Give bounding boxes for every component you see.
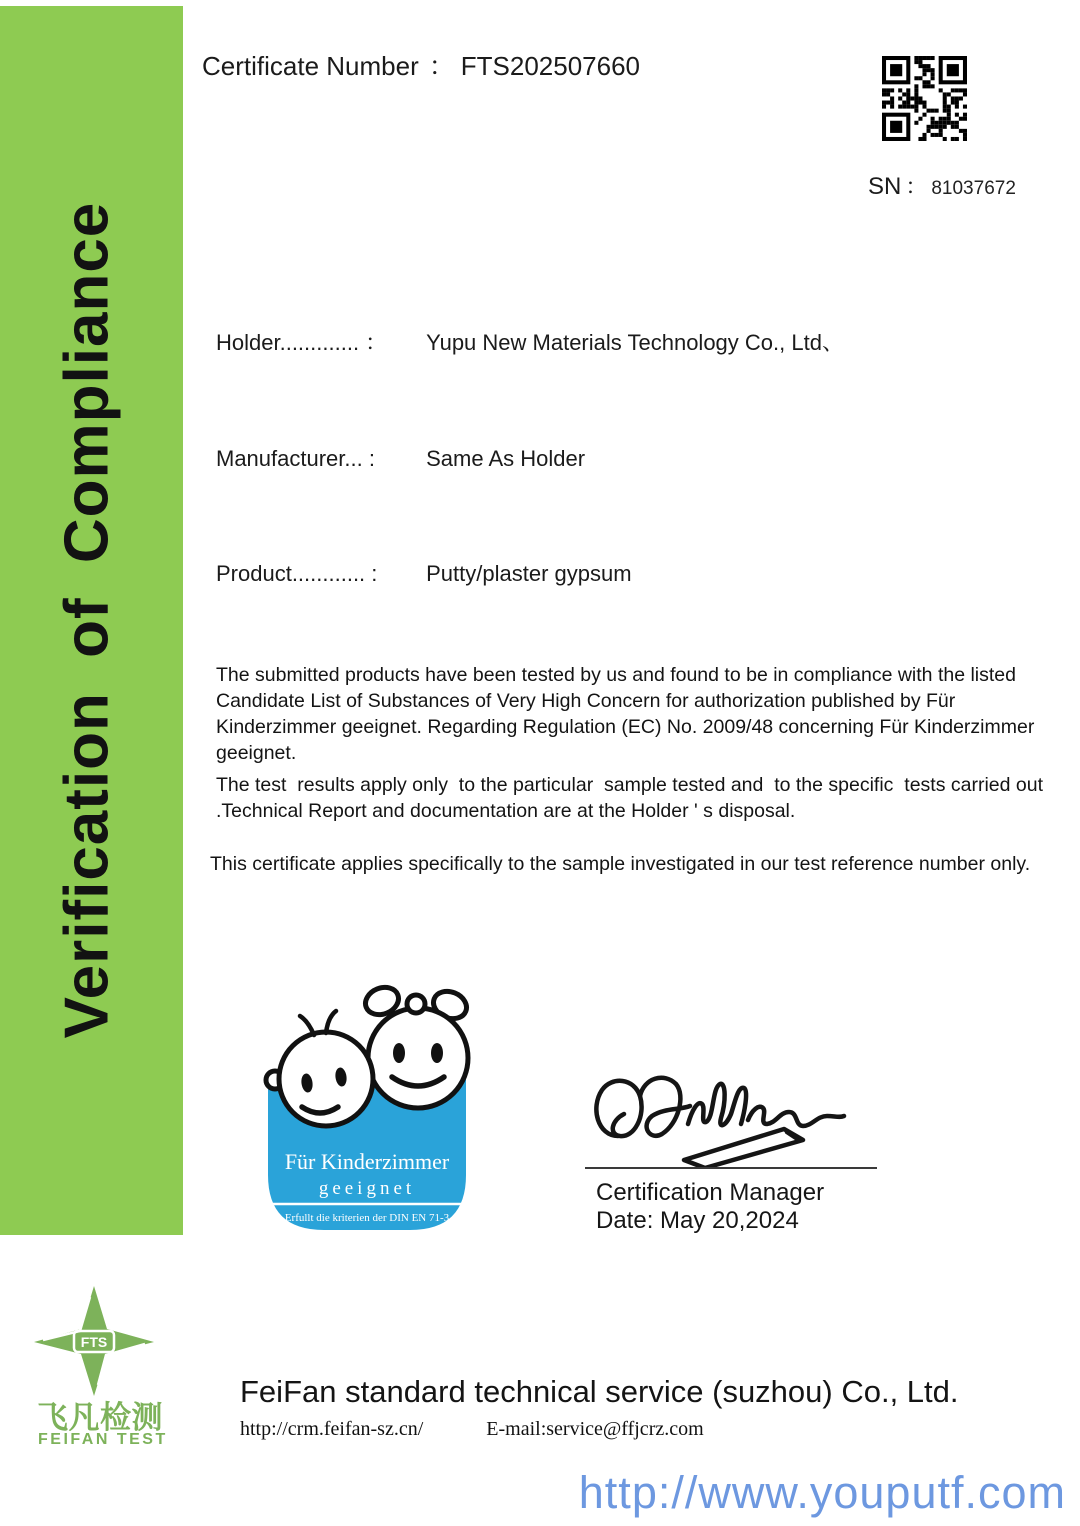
- girl-face: [361, 983, 470, 1108]
- signature-role: Certification Manager: [596, 1179, 825, 1206]
- product-value: Putty/plaster gypsum: [426, 561, 632, 586]
- field-product: [216, 561, 1056, 587]
- company-website-link: http://crm.feifan-sz.cn/: [240, 1418, 424, 1440]
- test-results-statement: The test results apply only to the particular sample tested and to the specific tests carried out .Technical Report and documentation are at the Holder ' s disposal.: [216, 774, 1049, 822]
- sn-label: SN: [868, 173, 902, 200]
- compliance-banner: [0, 6, 183, 1235]
- signature-line: [585, 1167, 877, 1169]
- banner-title: Verification of Compliance: [52, 201, 122, 1039]
- qr-code-icon: [882, 56, 967, 141]
- field-manufacturer: [216, 446, 1056, 472]
- feifan-english-name: FEIFAN TEST: [38, 1431, 168, 1448]
- product-label: Product............ :: [216, 561, 378, 586]
- certificate-number-colon: ：: [428, 51, 455, 81]
- holder-label: Holder............. ：: [216, 330, 388, 355]
- badge-line3: Erfullt die kriterien der DIN EN 71-3: [284, 1212, 450, 1224]
- feifan-star-logo: [33, 1285, 155, 1397]
- sn-value: 81037672: [931, 178, 1016, 199]
- feifan-chinese-name: 飞凡检测: [37, 1400, 163, 1435]
- company-name: FeiFan standard technical service (suzhou) Co., Ltd.: [240, 1374, 959, 1409]
- certificate-number-value: FTS202507660: [460, 51, 640, 81]
- certificate-number-line: [202, 46, 640, 83]
- certificate-number-label: Certificate Number: [202, 51, 419, 81]
- signature-icon: [588, 1072, 848, 1168]
- watermark-url: http://www.youputf.com: [578, 1467, 1066, 1518]
- badge-line1: Für Kinderzimmer: [284, 1149, 450, 1174]
- manufacturer-label: Manufacturer... :: [216, 446, 375, 471]
- serial-number-line: [868, 170, 1016, 201]
- kinderzimmer-badge: [262, 983, 472, 1233]
- kinderzimmer-badge-icon: [262, 983, 472, 1233]
- company-email: E-mail:service@ffjcrz.com: [486, 1418, 704, 1440]
- compliance-statement: The submitted products have been tested by us and found to be in compliance with the listed Candidate List of Substances of Very High Concern for authorization published by Für Kinderzimmer geeignet. Regarding Regulation (EC) No. 2009/48 concerning Für Kinderzimmer geeignet.: [216, 664, 1040, 764]
- badge-line2: geeignet: [318, 1178, 416, 1199]
- field-holder: [216, 326, 1056, 357]
- signature-date: Date: May 20,2024: [596, 1207, 799, 1234]
- holder-value: Yupu New Materials Technology Co., Ltd、: [426, 330, 844, 355]
- sn-colon: ：: [905, 174, 928, 199]
- manufacturer-value: Same As Holder: [426, 446, 586, 471]
- star-fts-label: FTS: [80, 1334, 108, 1350]
- contact-links: [240, 1418, 704, 1441]
- sample-scope-statement: This certificate applies specifically to the sample investigated in our test reference number only.: [210, 853, 1031, 875]
